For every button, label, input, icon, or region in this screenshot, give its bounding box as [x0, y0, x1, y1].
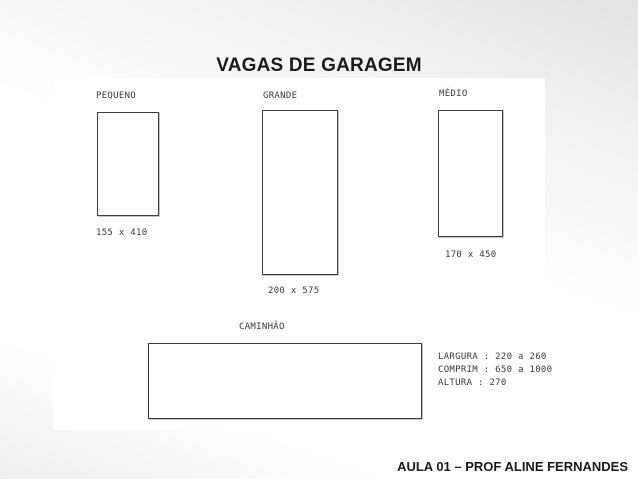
truck-length-range: COMPRIM : 650 a 1000 — [438, 365, 553, 375]
truck-height: ALTURA : 270 — [438, 378, 507, 388]
slide-title: VAGAS DE GARAGEM — [216, 55, 422, 76]
truck-space-rect — [148, 343, 422, 419]
medium-space-dimensions: 170 x 450 — [445, 250, 497, 260]
truck-space-label: CAMINHÃO — [239, 322, 285, 332]
small-space-label: PEQUENO — [96, 91, 137, 101]
truck-width-range: LARGURA : 220 a 260 — [438, 352, 547, 362]
medium-space-rect — [438, 110, 503, 237]
slide-footer: AULA 01 – PROF ALINE FERNANDES — [397, 459, 628, 474]
large-space-rect — [262, 110, 338, 275]
medium-space-label: MÉDIO — [439, 89, 468, 99]
large-space-dimensions: 200 x 575 — [268, 286, 320, 296]
small-space-dimensions: 155 x 410 — [96, 228, 148, 238]
large-space-label: GRANDE — [263, 91, 298, 101]
small-space-rect — [97, 112, 159, 216]
parking-drawing — [53, 78, 553, 430]
